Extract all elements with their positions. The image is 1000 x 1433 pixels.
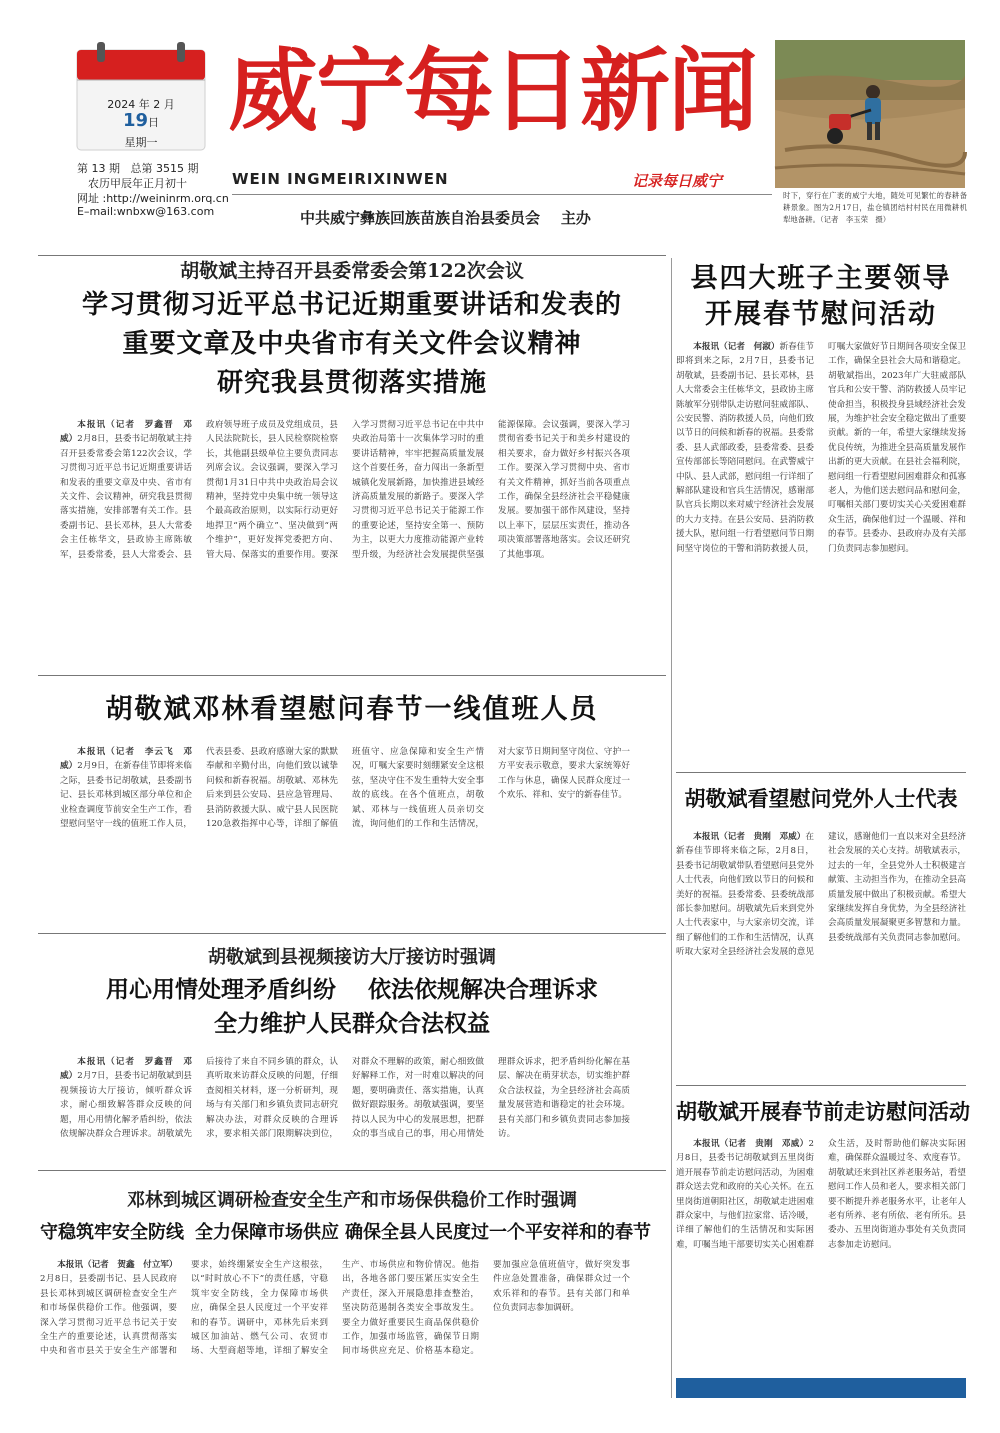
- r1-body: [676, 340, 966, 762]
- a1-body: [60, 418, 630, 660]
- a1-kicker: 胡敬斌主持召开县委常委会第122次会议: [180, 260, 524, 282]
- r3-body: [676, 1137, 966, 1377]
- masthead-divider: [232, 194, 772, 195]
- a4-body: [40, 1258, 630, 1418]
- masthead-slogan: 记录每日威宁: [632, 172, 723, 190]
- r2-body: [676, 830, 970, 1135]
- section-divider: [38, 255, 666, 256]
- a2-body: [60, 745, 630, 923]
- r1-byline: 本报讯（记者 何淑）: [693, 342, 780, 352]
- issue-number: 第 13 期 总第 3515 期: [77, 162, 199, 175]
- r2-byline: 本报讯（记者 贵刚 邓威）: [693, 832, 806, 842]
- r3-body-text: 2月8日，县委书记胡敬斌到五里岗街道开展春节前走访慰问活动，为困难群众送去党和政府的关心关怀。在五里岗街道朝阳社区，胡敬斌走进困难群众家中，与他们拉家常、话冷暖，详细了解他们的生活情况和实际困难，叮嘱当地干部要切实关心困难群众生活，及时帮助他们解决实际困难，确保群众温暖过冬、欢度春节。胡敬斌还来到社区养老服务站，看望慰问工作人员和老人，要求相关部门要不断提升养老服务水平，让老年人老有所养、老有所依、老有所乐。县委办、五里岗街道办事处有关负责同志参加走访慰问。: [676, 1139, 966, 1250]
- a2-body-text: 2月9日，在新春佳节即将来临之际，县委书记胡敬斌，县委副书记、县长邓林到城区部分单位和企业检查调度节前安全生产工作，看望慰问坚守一线的值班工作人员，代表县委、县政府感谢大家的默默奉献和辛勤付出，向他们致以诚挚问候和新春祝福。胡敬斌、邓林先后来到县公安局、县应急管理局、县消防救援大队、威宁县人民医院120急救指挥中心等，详细了解值班值守、应急保障和安全生产情况，叮嘱大家要时刻绷紧安全这根弦，坚决守住不发生重特大安全事故的底线。在各个值班点，胡敬斌、邓林与一线值班人员亲切交流，询问他们的工作和生活情况，对大家节日期间坚守岗位、守护一方平安表示敬意，要求大家统筹好工作与休息，确保人民群众度过一个欢乐、祥和、安宁的新春佳节。: [60, 747, 630, 830]
- r1-body-text: 新春佳节即将到来之际，2月7日，县委书记胡敬斌，县委副书记、县长邓林，县人大常委会主任栋华文，县政协主席陈敏军分别带队走访慰问驻威部队、公安民警、消防救援人员，向他们致以节日的问候和新春的祝福。县委常委、县人武部政委，县委常委、县委宣传部部长等陪同慰问。在武警威宁中队、县人武部，慰问组一行详细了解部队建设和官兵生活情况，感谢部队官兵长期以来对威宁经济社会发展的大力支持。在县公安局、县消防救援大队，慰问组一行看望慰问节日期间坚守岗位的干警和消防救援人员，叮嘱大家做好节日期间各项安全保卫工作，确保全县社会大局和谐稳定。胡敬斌指出，2023年广大驻威部队官兵和公安干警、消防救援人员牢记使命担当，积极投身县域经济社会发展，为维护社会安全稳定做出了重要贡献。新的一年，希望大家继续发扬优良传统，为推进全县高质量发展作出新的更大贡献。在县社会福利院，慰问组一行看望慰问困难群众和孤寡老人，为他们送去慰问品和慰问金，叮嘱相关部门要切实关心关爱困难群众生活，确保他们过一个温暖、祥和的春节。县委办、县政府办及有关部门负责同志参加慰问。: [676, 342, 966, 554]
- a4-headline-part3: 确保全县人民度过一个平安祥和的春节: [345, 1222, 651, 1243]
- r1-headline-line2: 开展春节慰问活动: [705, 299, 937, 330]
- a3-body-text: 2月7日，县委书记胡敬斌到县视频接访大厅接访，倾听群众诉求，耐心细致解答群众反映的问题，用心用情化解矛盾纠纷，依法依规解决群众合理诉求。胡敬斌先后接待了来自不同乡镇的群众，认真听取来访群众反映的问题，仔细查阅相关材料，逐一分析研判，现场与有关部门和乡镇负责同志研究解决办法，对群众反映的合理诉求，要求相关部门限期解决到位，对群众不理解的政策，耐心细致做好解释工作，对一时难以解决的问题，要明确责任、落实措施，认真做好跟踪服务。胡敬斌强调，要坚持以人民为中心的发展思想，把群众的事当成自己的事，用心用情处理群众诉求，把矛盾纠纷化解在基层、解决在萌芽状态，切实维护群众合法权益，为全县经济社会高质量发展营造和谐稳定的社会环境。县有关部门和乡镇负责同志参加接访。: [60, 1057, 630, 1140]
- calendar-day-number: 19: [122, 110, 149, 131]
- r3-headline: 胡敬斌开展春节前走访慰问活动: [676, 1100, 970, 1124]
- a3-body: [60, 1055, 630, 1157]
- date-calendar: [75, 40, 207, 152]
- masthead-pinyin: WEIN INGMEIRIXINWEN: [232, 170, 449, 188]
- a1-headline-line3: 研究我县贯彻落实措施: [216, 368, 487, 398]
- front-photo: [775, 40, 965, 188]
- editor-credits-bar: [676, 1378, 966, 1413]
- masthead-title: 威宁每日新闻: [228, 39, 756, 144]
- calendar-year-month: 2024 年 2 月: [107, 98, 175, 111]
- a3-headline-line2: 全力维护人民群众合法权益: [214, 1011, 490, 1037]
- a1-byline: 本报讯（记者 罗鑫晋 邓威）: [60, 420, 192, 445]
- a1-headline-line2: 重要文章及中央省市有关文件会议精神: [122, 329, 582, 359]
- column-separator: [671, 258, 672, 1398]
- r3-byline: 本报讯（记者 贵刚 邓威）: [693, 1139, 809, 1149]
- a4-headline-part1: 守稳筑牢安全防线: [40, 1222, 184, 1243]
- email-link[interactable]: E–mail:wnbxw@163.com: [77, 205, 215, 218]
- calendar-day: [75, 110, 207, 131]
- a1-headline-line1: 学习贯彻习近平总书记近期重要讲话和发表的: [81, 290, 622, 320]
- lunar-date: 农历甲辰年正月初十: [88, 177, 187, 190]
- a3-kicker: 胡敬斌到县视频接访大厅接访时强调: [208, 947, 496, 968]
- r2-body-text: 在新春佳节即将来临之际，2月8日，县委书记胡敬斌带队看望慰问县党外人士代表，向他们致以节日的问候和美好的祝福。县委常委、县委统战部部长参加慰问。胡敬斌先后来到党外人士代表家中，与大家亲切交流，详细了解他们的工作和生活情况，认真听取大家对全县经济社会发展的意见建议，感谢他们一直以来对全县经济社会发展的关心支持。胡敬斌表示，过去的一年，全县党外人士积极建言献策、主动担当作为，在推动全县高质量发展中做出了积极贡献。希望大家继续发挥自身优势，为全县经济社会高质量发展凝聚更多智慧和力量。县委统战部有关负责同志参加慰问。: [676, 832, 966, 958]
- farmer-plowing-photo: [775, 40, 965, 188]
- a2-headline: 胡敬斌邓林看望慰问春节一线值班人员: [105, 694, 599, 725]
- a4-kicker: 邓林到城区调研检查安全生产和市场保供稳价工作时强调: [127, 1190, 577, 1211]
- photo-caption: 时下，穿行在广袤的威宁大地，随处可见繁忙的春耕备耕景象。图为2月17日，盐仓镇团结村村民在用微耕机犁地备耕。（记者 李玉荣 摄）: [783, 191, 967, 224]
- calendar-weekday: 星期一: [124, 136, 158, 149]
- a3-byline: 本报讯（记者 罗鑫晋 邓威）: [60, 1057, 192, 1082]
- section-divider: [38, 675, 666, 676]
- section-divider: [38, 1170, 666, 1171]
- a1-body-text: 2月8日，县委书记胡敬斌主持召开县委常委会第122次会议，学习贯彻习近平总书记近期重要讲话和发表的重要文章及中央、省市有关文件、会议精神，研究我县贯彻落实措施，安排部署有关工作。县委副书记、县长邓林，县人大常委会主任栋华文，县政协主席陈敏军，县委常委，县人大常委会、县政府领导班子成员及党组成员，县人民法院院长，县人民检察院检察长，其他副县级单位主要负责同志列席会议。会议强调，要深入学习贯彻1月31日中共中央政治局会议精神，坚持党中央集中统一领导这个最高政治原则，以实际行动更好地捍卫“两个确立”、坚决做到“两个维护”，更好发挥党委把方向、管大局、保落实的重要作用。要深入学习贯彻习近平总书记在中共中央政治局第十一次集体学习时的重要讲话精神，牢牢把握高质量发展这个首要任务，奋力闯出一条新型城镇化发展新路，加快推进县域经济高质量发展的新路子。要深入学习贯彻习近平总书记关于能源工作的重要论述，坚持安全第一、预防为主，以更大力度推动能源产业转型升级，为经济社会发展提供坚强能源保障。会议强调，要深入学习贯彻省委书记关于和美乡村建设的相关要求，奋力做好乡村振兴各项工作。要深入学习贯彻中央、省市有关文件精神，抓好当前各项重点工作，确保全县经济社会平稳健康发展。要加强干部作风建设，坚持以上率下，层层压实责任，推动各项决策部署落地落实。会议还研究了其他事项。: [60, 420, 630, 560]
- a4-headline-part2: 全力保障市场供应: [195, 1222, 339, 1243]
- section-divider: [676, 772, 966, 773]
- section-divider: [38, 933, 666, 934]
- website-link[interactable]: 网址 :http://weininrm.orq.cn: [77, 192, 229, 205]
- a2-byline: 本报讯（记者 李云飞 邓威）: [60, 747, 192, 772]
- a4-body-text: 2月8日，县委副书记、县人民政府县长邓林到城区调研检查安全生产和市场保供稳价工作。他强调，要深入学习贯彻习近平总书记关于安全生产的重要论述，认真贯彻落实中央和省市县关于安全生产部署和要求，始终绷紧安全生产这根弦，以“时时放心不下”的责任感，守稳筑牢安全防线，全力保障市场供应，确保全县人民度过一个平安祥和的春节。调研中，邓林先后来到城区加油站、燃气公司、农贸市场、大型商超等地，详细了解安全生产、市场供应和物价情况。他指出，各地各部门要压紧压实安全生产责任，深入开展隐患排查整治，坚决防范遏制各类安全事故发生。要全力做好重要民生商品保供稳价工作，加强市场监管，确保节日期间市场供应充足、价格基本稳定。要加强应急值班值守，做好突发事件应急处置准备，确保群众过一个欢乐祥和的春节。县有关部门和单位负责同志参加调研。: [40, 1260, 630, 1357]
- masthead-sponsor: 中共威宁彝族回族苗族自治县委员会 主办: [300, 209, 591, 227]
- r1-headline-line1: 县四大班子主要领导: [690, 263, 952, 294]
- section-divider: [676, 1085, 966, 1086]
- calendar-day-suffix: 日: [148, 116, 160, 129]
- editor-credits: 总编辑：叶启伟 值班主任：何 欢 责任编辑：李玉荣: [696, 1402, 952, 1413]
- r2-headline: 胡敬斌看望慰问党外人士代表: [684, 787, 958, 811]
- a4-byline: 本报讯（记者 贺鑫 付立军）: [57, 1260, 178, 1270]
- a3-headline-line1: 用心用情处理矛盾纠纷 依法依规解决合理诉求: [105, 977, 599, 1003]
